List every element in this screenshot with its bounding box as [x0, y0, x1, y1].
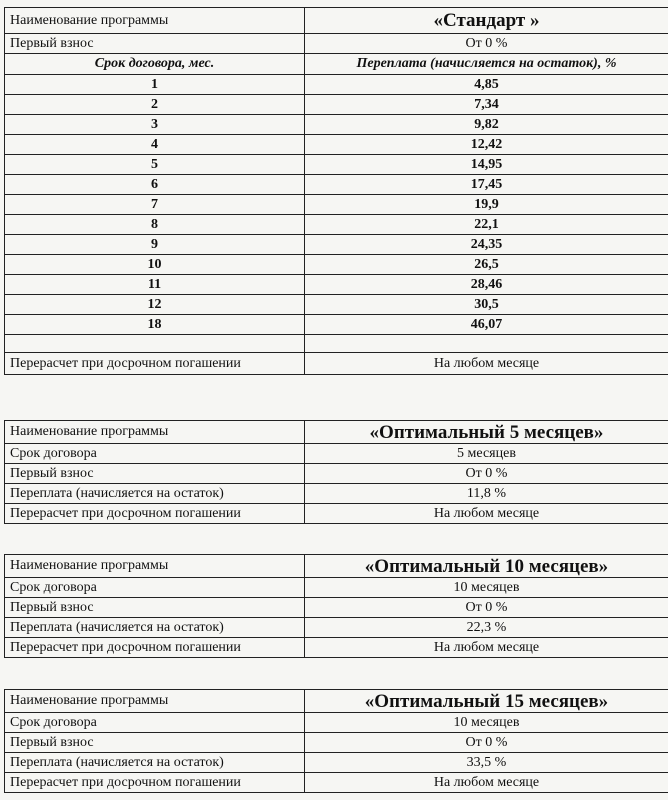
down-payment-row [5, 733, 668, 753]
rate-cell: 9,82 [305, 115, 668, 135]
term-cell: 12 [5, 295, 305, 315]
term-row [5, 578, 668, 598]
recalc-value: На любом месяце [305, 638, 668, 658]
recalc-label: Перерасчет при досрочном погашении [5, 638, 305, 658]
term-column-header: Срок договора, мес. [5, 54, 305, 75]
program-name-label: Наименование программы [5, 555, 305, 578]
rates-header-row [5, 54, 668, 75]
rate-cell: 24,35 [305, 235, 668, 255]
term-cell: 2 [5, 95, 305, 115]
program-name-row [5, 690, 668, 713]
recalc-label: Перерасчет при досрочном погашении [5, 504, 305, 524]
program-name-value: «Оптимальный 10 месяцев» [305, 555, 668, 578]
term-row [5, 444, 668, 464]
term-cell: 5 [5, 155, 305, 175]
term-label: Срок договора [5, 713, 305, 733]
recalc-label: Перерасчет при досрочном погашении [5, 773, 305, 793]
term-label: Срок договора [5, 578, 305, 598]
term-value: 10 месяцев [305, 578, 668, 598]
down-payment-value: От 0 % [305, 464, 668, 484]
rate-cell: 7,34 [305, 95, 668, 115]
program-name-value: «Оптимальный 5 месяцев» [305, 421, 668, 444]
rate-cell: 12,42 [305, 135, 668, 155]
program-name-label: Наименование программы [5, 421, 305, 444]
term-cell: 6 [5, 175, 305, 195]
down-payment-label: Первый взнос [5, 598, 305, 618]
recalc-label: Перерасчет при досрочном погашении [5, 353, 305, 375]
table-row [5, 255, 668, 275]
program-name-value: «Стандарт » [305, 8, 668, 34]
rate-cell: 19,9 [305, 195, 668, 215]
rate-cell: 14,95 [305, 155, 668, 175]
rate-cell: 22,1 [305, 215, 668, 235]
table-row [5, 75, 668, 95]
blank-cell [5, 335, 305, 353]
down-payment-value: От 0 % [305, 34, 668, 54]
down-payment-value: От 0 % [305, 733, 668, 753]
optimal-15-months-table [4, 689, 668, 793]
overpay-row [5, 753, 668, 773]
recalc-value: На любом месяце [305, 773, 668, 793]
optimal-10-months-table [4, 554, 668, 658]
term-cell: 3 [5, 115, 305, 135]
overpay-row [5, 618, 668, 638]
program-name-row [5, 421, 668, 444]
term-cell: 7 [5, 195, 305, 215]
term-cell: 18 [5, 315, 305, 335]
table-row [5, 95, 668, 115]
rate-cell: 4,85 [305, 75, 668, 95]
standard-program-table [4, 7, 668, 375]
table-row [5, 295, 668, 315]
blank-cell [305, 335, 668, 353]
recalc-row [5, 773, 668, 793]
table-row [5, 315, 668, 335]
down-payment-label: Первый взнос [5, 464, 305, 484]
down-payment-row [5, 598, 668, 618]
overpay-row [5, 484, 668, 504]
term-cell: 4 [5, 135, 305, 155]
rate-cell: 46,07 [305, 315, 668, 335]
table-row [5, 235, 668, 255]
down-payment-row [5, 464, 668, 484]
term-cell: 9 [5, 235, 305, 255]
recalc-value: На любом месяце [305, 353, 668, 375]
program-name-row [5, 8, 668, 34]
rate-cell: 17,45 [305, 175, 668, 195]
rate-cell: 26,5 [305, 255, 668, 275]
overpay-value: 33,5 % [305, 753, 668, 773]
down-payment-value: От 0 % [305, 598, 668, 618]
term-value: 5 месяцев [305, 444, 668, 464]
table-row [5, 115, 668, 135]
optimal-5-months-table [4, 420, 668, 524]
table-row [5, 135, 668, 155]
down-payment-label: Первый взнос [5, 34, 305, 54]
table-row [5, 175, 668, 195]
program-name-value: «Оптимальный 15 месяцев» [305, 690, 668, 713]
table-row [5, 155, 668, 175]
recalc-value: На любом месяце [305, 504, 668, 524]
overpay-column-header: Переплата (начисляется на остаток), % [305, 54, 668, 75]
term-cell: 10 [5, 255, 305, 275]
term-cell: 1 [5, 75, 305, 95]
term-row [5, 713, 668, 733]
overpay-value: 22,3 % [305, 618, 668, 638]
recalc-row [5, 353, 668, 375]
program-name-row [5, 555, 668, 578]
recalc-row [5, 504, 668, 524]
program-name-label: Наименование программы [5, 690, 305, 713]
recalc-row [5, 638, 668, 658]
overpay-label: Переплата (начисляется на остаток) [5, 618, 305, 638]
overpay-label: Переплата (начисляется на остаток) [5, 484, 305, 504]
overpay-value: 11,8 % [305, 484, 668, 504]
term-label: Срок договора [5, 444, 305, 464]
table-row [5, 275, 668, 295]
down-payment-row [5, 34, 668, 54]
program-name-label: Наименование программы [5, 8, 305, 34]
term-cell: 8 [5, 215, 305, 235]
overpay-label: Переплата (начисляется на остаток) [5, 753, 305, 773]
table-row [5, 215, 668, 235]
table-row [5, 195, 668, 215]
down-payment-label: Первый взнос [5, 733, 305, 753]
blank-row [5, 335, 668, 353]
rate-cell: 28,46 [305, 275, 668, 295]
term-cell: 11 [5, 275, 305, 295]
term-value: 10 месяцев [305, 713, 668, 733]
rate-cell: 30,5 [305, 295, 668, 315]
